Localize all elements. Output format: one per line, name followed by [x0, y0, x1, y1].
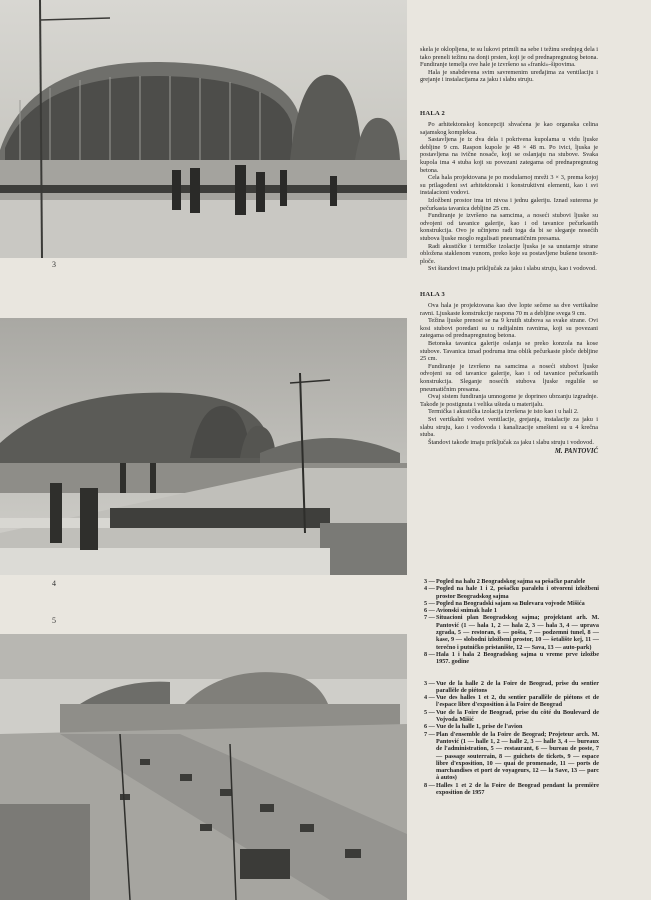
hala-2-heading: HALA 2: [420, 110, 446, 117]
hala-3-paragraph: Ovaj sistem fundiranja umnogome je doprineo ubrzanju izgradnje. Takođe je postignuta i velika ušteda u materijalu.: [420, 393, 598, 408]
caption-number: 7 —: [424, 730, 435, 738]
hala-3-paragraph: Štandovi takođe imaju priključak za jaku i slabu struju i vodovod.: [428, 438, 594, 446]
hala-3-heading: HALA 3: [420, 291, 446, 298]
hala-3-paragraph: Ova hala je projektovana kao dve lopte sečene sa dve vertikalne ravni. Ljuskaste konstrukcije raspona 70 m a debljine svega 9 cm.: [420, 302, 598, 317]
hala-3-paragraph: Fundiranje je izvršeno na samcima a noseći stubovi ljuske odvojeni su od tavanice galerije, kao i od tavanice pečurkastih konstrukcija. Sleganje nosećih stubova ljuske reguliše se pneumatičnim presama.: [420, 362, 598, 393]
intro-paragraph-2: Hala je snabdevena svim savremenim uređajima za ventilaciju i grejanje i instalacijama za jaku i slabu struju.: [420, 68, 598, 84]
hala-2-paragraph: Cela hala projektovana je po modularnoj mreži 3 × 3, prema kojoj su prilagođeni svi arhitektonski i konstruktivni elementi, kao i svi instalacioni vodovi.: [420, 174, 598, 197]
intro-paragraph-1: skela je oklopljena, te su lukovi primili na sebe i težinu srednjeg dela i tako preneli težinu na donji prsten, koji je od prednapregnutog betona. Fundiranje temelja ove hale je izvršeno sa «franki»-šipovima.: [420, 46, 598, 69]
hala-3-paragraph: Težina ljuske prenosi se na 9 krutih stubova sa svake strane. Ovi kosi stubovi poređani su u radijalnim ravnima, koji su povezani zategama od prednapregnutog betona.: [420, 317, 598, 340]
caption-item: [424, 614, 599, 650]
caption-item: [424, 607, 599, 614]
caption-number: 8 —: [424, 650, 435, 658]
caption-text: Vue de la Foire de Beograd, prise du côté du Boulevard de Vojvoda Mišić: [436, 708, 599, 724]
caption-number: 8 —: [424, 781, 435, 789]
hala-2-paragraph: Svi štandovi imaju priključak za jaku i slabu struju, kao i vodovod.: [428, 265, 597, 273]
caption-text: Pogled na halu 2 Beogradskog sajma sa pešačke paralele: [436, 578, 586, 585]
caption-text: Situacioni plan Beogradskog sajma; projektant arh. M. Pantović (1 — hala 1, 2 — hala 2, 3 — hala 3, 4 — uprava zgrada, 5 — restoran, 6 — pošta, 7 — podzemni tunel, 8 — kase, 9 — slobodni izložbeni prostor, 10 — šetalište kej, 11 — terečno i putničko pristanište, 12 — Sava, 13 — auto-park): [436, 614, 599, 651]
caption-number: 5 —: [424, 599, 435, 607]
caption-text: Pogled na hale 1 i 2, pešačku paralelu i otvoreni izložbeni prostor Beogradskog sajma: [436, 585, 599, 600]
photo-halls-1-2-walkway: [0, 318, 407, 575]
caption-number: 4 —: [424, 585, 435, 593]
caption-item: [424, 680, 599, 695]
caption-item: [424, 600, 599, 607]
caption-number: 3 —: [424, 578, 435, 585]
hala-2-paragraph: Fundiranje je izvršeno na samcima, a noseći stubovi ljuske su odvojeni od tavanice galerije, kao i od tavanice pečurkastih konstrukcija. Ovo je učinjeno radi toga da bi se sleganje nosećih stubova ljuske moglo regulisati pneumatičnim presama.: [420, 212, 598, 242]
section-hala-3: [420, 291, 598, 455]
figure-number-4: 4: [52, 579, 56, 588]
captions-block: [424, 578, 599, 810]
caption-number: 4 —: [424, 694, 435, 702]
caption-item: [424, 723, 599, 730]
caption-item: [424, 585, 599, 600]
hala-2-paragraph: Radi akustičke i termičke izolacije ljuska je sa unutarnje strane obložena staklenom vunom, preko koje su postavljene bušene tesonit-ploče.: [420, 242, 598, 265]
caption-text: Hala 1 i hala 2 Beogradskog sajma u vreme prve izložbe 1957. godine: [436, 650, 599, 666]
caption-text: Pogled na Beogradski sajam sa Bulevara vojvode Mišića: [436, 599, 585, 607]
captions-french: [424, 680, 599, 797]
caption-text: Plan d'ensemble de la Foire de Beograd; Projeteur arch. M. Pantović (1 — halle 1, 2 — halle 2, 3 — halle 3, 4 — bureaux de l'administration, 5 — restaurant, 6 — bureau de poste, 7 — passage souterrain, 8 — guichets de tickets, 9 — espace libre d'exposition, 10 — quai de promenade, 11 — ports de marchandises et port de voyageurs, 12 — la Save, 13 — parc à autos): [436, 730, 599, 782]
photo-hall-2-from-walkway: [0, 0, 407, 258]
hala-3-paragraph: Termička i akustička izolacija izvršena je isto kao i u hali 2.: [428, 408, 579, 416]
hala-2-paragraph: Po arhitektonskoj koncepciji shvaćena je kao organska celina sajamskog kompleksa.: [420, 121, 598, 136]
caption-item: [424, 578, 599, 585]
caption-number: 6 —: [424, 607, 435, 615]
caption-text: Vue des halles 1 et 2, du sentier parallèle de piétons et de l'espace libre d'exposition à la Foire de Beograd: [436, 694, 599, 709]
hala-3-paragraph: Betonska tavanica galerije oslanja se preko konzola na kose stubove. Tavanica iznad podruma ima oblik pečurkaste ploče debljine 25 cm.: [420, 339, 598, 363]
article-body: [420, 46, 598, 84]
section-hala-2: [420, 110, 598, 273]
caption-number: 3 —: [424, 679, 435, 687]
caption-text: Vue de la halle 1, prise de l'avion: [436, 723, 523, 731]
caption-item: [424, 694, 599, 709]
hala-2-paragraph: Izložbeni prostor ima tri nivoa i jednu galeriju. Iznad suterena je pečurkasta tavanica debljine 25 cm.: [420, 196, 598, 212]
caption-number: 7 —: [424, 614, 435, 622]
caption-item: [424, 731, 599, 782]
caption-text: Avionski snimak hale 1: [436, 607, 497, 615]
caption-number: 5 —: [424, 708, 435, 716]
photo-fair-from-boulevard: [0, 634, 407, 900]
caption-number: 6 —: [424, 723, 435, 731]
figure-number-5: 5: [52, 616, 56, 625]
caption-text: Halles 1 et 2 de la Foire de Beograd pendant la première exposition de 1957: [436, 781, 599, 797]
hala-2-paragraph: Sastavljena je iz dva dela i pokrivena kupolama u vidu ljuske debljine 9 cm. Raspon kupole je 48 × 48 m. Po ivici, ljuska je postavljena na ivične nosače, koji se oslanjaju na stubove. Svaka kupola ima 4 stuba koji su povezani zategama od prednapregnutog betona.: [420, 136, 598, 174]
caption-item: [424, 782, 599, 797]
caption-text: Vue de la halle 2 de la Foire de Beograd, prise du sentier parallèle de piétons: [436, 679, 599, 694]
captions-serbian: [424, 578, 599, 666]
hala-3-paragraph: Svi vertikalni vodovi ventilacije, grejanja, instalacije za jaku i slabu struju, kao i vodovoda i kanalizacije smešteni su u 4 krečna stuba.: [420, 415, 598, 439]
caption-item: [424, 651, 599, 666]
author-signature: M. PANTOVIĆ: [554, 448, 598, 456]
caption-item: [424, 709, 599, 724]
figure-number-3: 3: [52, 260, 56, 269]
